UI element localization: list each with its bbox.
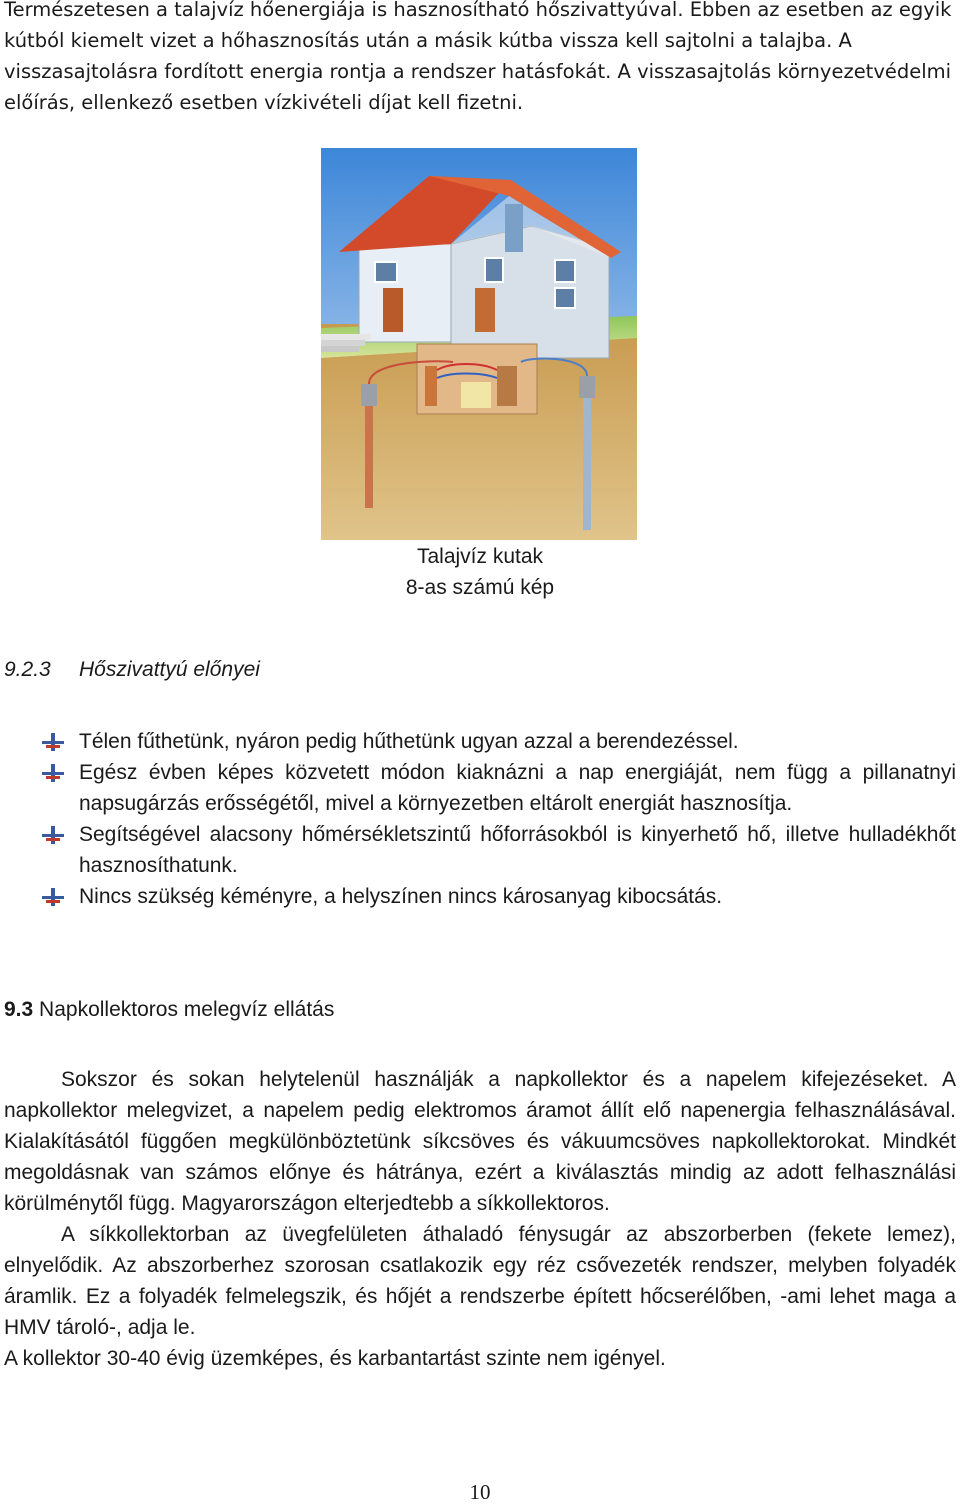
- caption-title: Talajvíz kutak: [416, 545, 544, 568]
- list-item: [40, 881, 956, 912]
- section-number: 9.3: [4, 998, 34, 1021]
- list-item: [40, 757, 956, 819]
- section-title: Hőszivattyú előnyei: [79, 658, 260, 681]
- section-title: Napkollektoros melegvíz ellátás: [39, 998, 335, 1021]
- section-heading-93: [4, 998, 334, 1022]
- section-number: 9.2.3: [4, 658, 51, 681]
- page-number: 10: [469, 1480, 491, 1504]
- house-groundwater-wells-illustration: [321, 148, 637, 540]
- caption-figure-number: 8-as számú kép: [405, 576, 555, 599]
- list-item: [40, 726, 956, 757]
- bullet-icon: [42, 888, 64, 906]
- list-item: [40, 819, 956, 881]
- list-item-text: Télen fűthetünk, nyáron pedig hűthetünk ugyan azzal a berendezéssel.: [79, 730, 739, 753]
- list-item-text: Egész évben képes közvetett módon kiaknázni a nap energiáját, nem függ a pillanatnyi napsugárzás erősségétől, mivel a környezetben eltárolt energiát hasznosítja.: [79, 761, 956, 815]
- section-heading-923: [4, 658, 260, 682]
- bullet-icon: [42, 733, 64, 751]
- bullet-icon: [42, 764, 64, 782]
- section-93-body: [4, 1064, 956, 1374]
- body-paragraph: A síkkollektorban az üvegfelületen áthaladó fénysugár az abszorberben (fekete lemez), elnyelődik. Az abszorberhez szorosan csatlakozik egy réz csővezeték rendszer, melyben folyadék áramlik. Ez a folyadék felmelegszik, és hőjét a rendszerbe épített hőcserélőben, -ami lehet maga a HMV tároló-, adja le.: [4, 1223, 956, 1339]
- list-item-text: Nincs szükség kéményre, a helyszínen nincs károsanyag kibocsátás.: [79, 885, 723, 908]
- list-item-text: Segítségével alacsony hőmérsékletszintű hőforrásokból is kinyerhető hő, illetve hulladékhőt hasznosíthatunk.: [79, 823, 956, 877]
- advantages-list: [40, 726, 956, 912]
- intro-paragraph: Természetesen a talajvíz hőenergiája is hasznosítható hőszivattyúval. Ebben az esetben az egyik kútból kiemelt vizet a hőhasznosítás után a másik kútba vissza kell sajtolni a talajba. A visszasajtolásra fordított energia rontja a rendszer hatásfokát. A visszasajtolás környezetvédelmi előírás, ellenkező esetben vízkivételi díjat kell fizetni.: [4, 0, 952, 114]
- body-paragraph: Sokszor és sokan helytelenül használják a napkollektor és a napelem kifejezéseket. A napkollektor melegvizet, a napelem pedig elektromos áramot állít elő napenergia felhasználásával. Kialakításától függően megkülönböztetünk síkcsöves és vákuumcsöves napkollektorokat. Mindkét megoldásnak van számos előnye és hátránya, ezért a kiválasztás mindig az adott felhasználási körülménytől függ. Magyarországon elterjedtebb a síkkollektoros.: [4, 1068, 956, 1215]
- bullet-icon: [42, 826, 64, 844]
- figure-caption: [280, 541, 680, 603]
- body-paragraph: A kollektor 30-40 évig üzemképes, és karbantartást szinte nem igényel.: [4, 1347, 666, 1370]
